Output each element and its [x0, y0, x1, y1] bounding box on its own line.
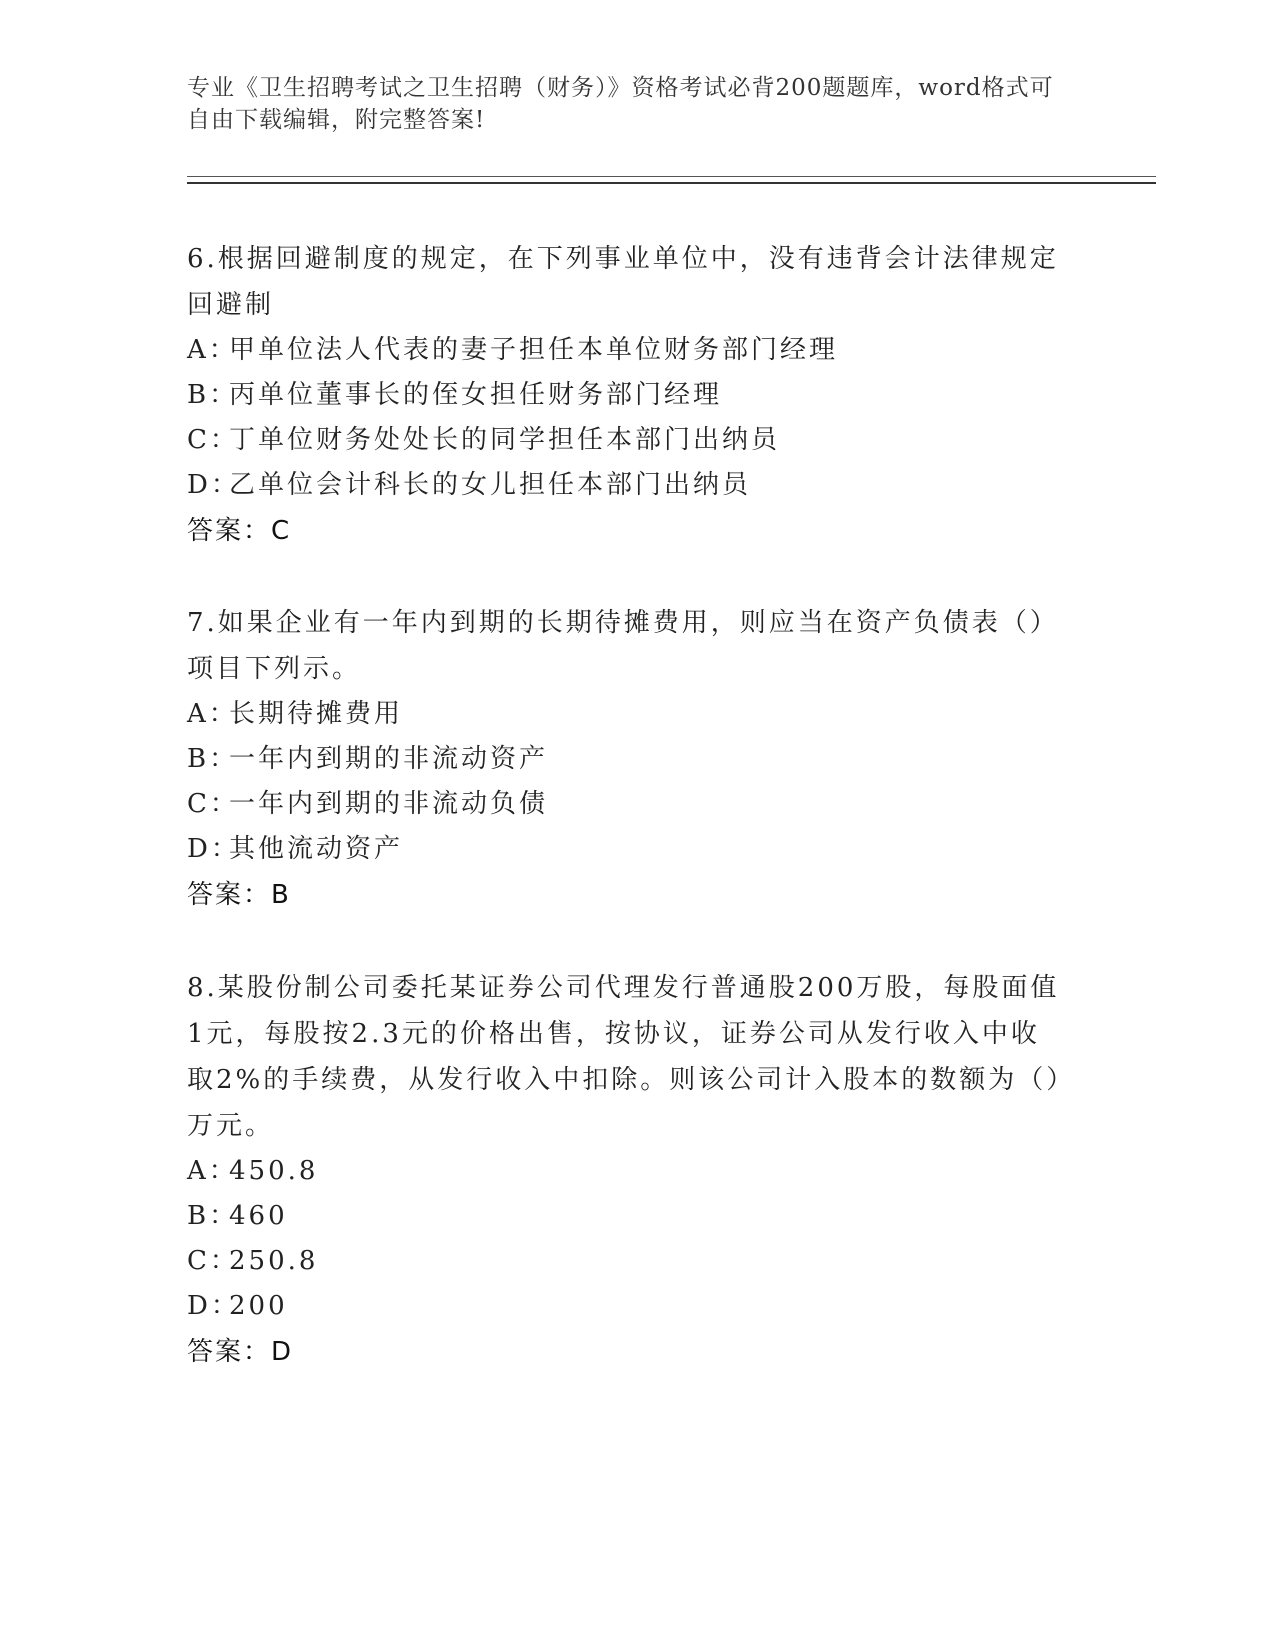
header-divider	[187, 176, 1156, 184]
option-b	[187, 737, 1067, 782]
option-key: B：	[187, 1201, 239, 1231]
option-text: 250.8	[229, 1246, 319, 1276]
option-a	[187, 1149, 1067, 1194]
option-key: D：	[187, 470, 240, 500]
question-8	[187, 965, 1067, 1375]
option-b	[187, 373, 1067, 418]
option-d	[187, 827, 1067, 872]
option-text: 其他流动资产	[229, 834, 404, 864]
option-key: B：	[187, 380, 239, 410]
answer-line: 答案：D	[187, 1337, 294, 1367]
option-key: C：	[187, 1246, 239, 1276]
question-stem: 6.根据回避制度的规定，在下列事业单位中，没有违背会计法律规定回避制	[187, 244, 1059, 320]
option-text: 乙单位会计科长的女儿担任本部门出纳员	[229, 470, 752, 500]
question-7	[187, 600, 1067, 918]
question-6	[187, 236, 1067, 554]
option-a	[187, 328, 1067, 373]
option-text: 一年内到期的非流动负债	[229, 789, 549, 819]
option-d	[187, 1284, 1067, 1329]
question-stem: 8.某股份制公司委托某证券公司代理发行普通股200万股，每股面值1元，每股按2.3元的价格出售，按协议，证券公司从发行收入中收取2%的手续费，从发行收入中扣除。则该公司计入股本的数额为（）万元。	[187, 973, 1063, 1141]
option-c	[187, 418, 1067, 463]
document-header: 专业《卫生招聘考试之卫生招聘（财务）》资格考试必背200题题库，word格式可自由下载编辑，附完整答案!	[187, 75, 1054, 133]
answer-line: 答案：C	[187, 516, 292, 546]
option-key: C：	[187, 425, 239, 455]
option-key: C：	[187, 789, 239, 819]
option-text: 甲单位法人代表的妻子担任本单位财务部门经理	[229, 335, 839, 365]
option-key: D：	[187, 1291, 240, 1321]
option-b	[187, 1194, 1067, 1239]
option-key: A：	[187, 1156, 238, 1186]
option-key: B：	[187, 744, 239, 774]
option-text: 450.8	[229, 1156, 319, 1186]
option-text: 丁单位财务处处长的同学担任本部门出纳员	[229, 425, 781, 455]
option-text: 丙单位董事长的侄女担任财务部门经理	[229, 380, 723, 410]
option-c	[187, 782, 1067, 827]
question-stem: 7.如果企业有一年内到期的长期待摊费用，则应当在资产负债表（）项目下列示。	[187, 608, 1059, 684]
option-key: A：	[187, 699, 238, 729]
option-text: 460	[229, 1201, 288, 1231]
option-text: 200	[229, 1291, 288, 1321]
answer-line: 答案：B	[187, 880, 291, 910]
option-key: A：	[187, 335, 238, 365]
option-key: D：	[187, 834, 240, 864]
option-a	[187, 692, 1067, 737]
option-d	[187, 463, 1067, 508]
option-text: 长期待摊费用	[229, 699, 404, 729]
option-text: 一年内到期的非流动资产	[229, 744, 549, 774]
option-c	[187, 1239, 1067, 1284]
